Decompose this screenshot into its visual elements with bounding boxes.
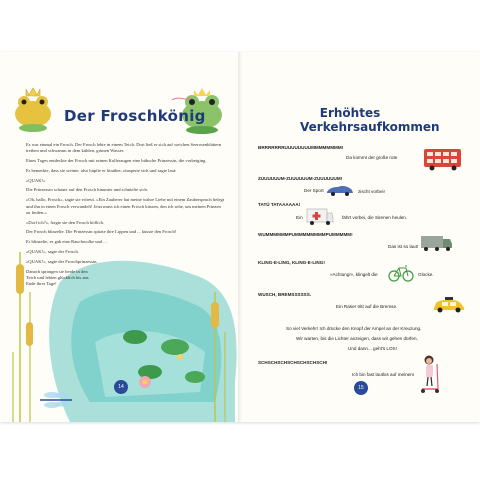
child-on-scooter-icon bbox=[418, 354, 442, 394]
left-page-title: Der Froschkönig bbox=[64, 107, 206, 125]
sound-line: ZUUUUUUM-ZUUUUUUM-ZUUUUUUM! bbox=[258, 176, 343, 181]
sports-car-icon bbox=[326, 184, 354, 196]
text-line: Ein bbox=[296, 215, 303, 220]
text-line: Der Sport bbox=[304, 188, 324, 193]
text-line: Da kommt der große rote bbox=[346, 155, 398, 160]
text-line: Ein Raser tritt auf die Bremse. bbox=[336, 304, 398, 309]
text-line: fährt vorbei, die Sirenen heulen. bbox=[342, 215, 408, 220]
story-paragraph: Eines Tages entdeckte der Frosch mit seinen Kulleraugen eine hübsche Prinzessin, die vorbeiging. bbox=[26, 158, 207, 164]
title-line-1: Erhöhtes bbox=[319, 106, 381, 120]
story-paragraph: Er blinzelte, es gab eine Rauchwolke und ... bbox=[26, 239, 107, 245]
text-line: zischt vorbei! bbox=[358, 189, 385, 194]
sound-line: KLING-E-LING, KLING-E-LING! bbox=[258, 260, 325, 265]
sound-line: WUSCH, BREMSSSSSS. bbox=[258, 292, 312, 297]
page-number-right: 15 bbox=[354, 381, 368, 395]
story-text bbox=[26, 142, 226, 291]
story-paragraph: »QUAK!«, sagte der Froschprinzessin. bbox=[26, 258, 98, 264]
ambulance-icon bbox=[306, 207, 334, 225]
story-paragraph: »QUAK!« bbox=[26, 177, 46, 183]
sound-line: WUMMMMMMPUMMMMMMMMPUMMMMM! bbox=[258, 232, 353, 237]
bicycle-icon bbox=[388, 264, 414, 282]
right-page-title bbox=[300, 106, 440, 134]
right-page bbox=[240, 52, 480, 422]
story-paragraph: Danach sprangen sie beide in den Teich und lebten glücklich bis ans Ende ihrer Tage! bbox=[26, 268, 89, 287]
title-line-2: Verkehrsaufkommen bbox=[300, 120, 440, 134]
story-paragraph: Die Prinzessin schaute auf den Frosch hinunter und schniefte sich. bbox=[26, 187, 148, 193]
story-paragraph: »Dorf ich?«, fragte sie den Frosch höflich. bbox=[26, 219, 105, 225]
sound-line: TATÜ TATAAAAAA! bbox=[258, 202, 301, 207]
sound-line: BRRRRRRRUUUUUUUUMMMMMMMM! bbox=[258, 145, 344, 150]
story-paragraph: »QUAK!«, sagte der Frosch. bbox=[26, 249, 79, 255]
taxi-icon bbox=[432, 296, 466, 314]
bus-icon bbox=[423, 148, 463, 170]
text-line: Wir warten, bis die Lichter anzeigen, dass wir gehen dürfen. bbox=[296, 336, 418, 341]
sound-line: SCHSCHSCHSCHSCHSCHSCH! bbox=[258, 360, 328, 365]
text-line: »Achtung!«, klingelt die bbox=[330, 272, 378, 277]
text-line: So viel Verkehr! Ich drücke den Knopf der Ampel an der Kreuzung. bbox=[286, 326, 422, 331]
book-gutter bbox=[238, 52, 242, 422]
page-number-left: 14 bbox=[114, 380, 128, 394]
frog-prince-icon bbox=[8, 84, 58, 134]
story-paragraph: Der Frosch blinzelte. Die Prinzessin spitzte ihre Lippen und ... küsste den Frosch! bbox=[26, 229, 177, 235]
left-page bbox=[0, 52, 240, 422]
text-line: Und dann... geht's LOS! bbox=[348, 346, 397, 351]
story-paragraph: Es war einmal ein Frosch. Der Frosch lebte in einem Teich. Dort ließ er sich auf weichen Seerosenblättern treiben und schwamm in dem kühlen, grünen Wasser. bbox=[26, 142, 222, 154]
truck-icon bbox=[420, 234, 454, 252]
text-line: Ich bin fast lautlos auf meinem bbox=[352, 372, 415, 377]
text-line: Das ist so laut! bbox=[388, 244, 419, 249]
dragonfly-icon bbox=[38, 390, 78, 410]
text-line: Glocke. bbox=[418, 272, 434, 277]
story-paragraph: »Oh, hallo, Frosch«, sagte sie erfreut. »Ein Zauberer hat meine wahre Liebe mit einem Zauberspruch belegt und ihn in einen Frosch verwandelt! Jetzt muss ich einen Frosch küssen, den ich sehe, um meinen Prinzen zu finden.« bbox=[26, 197, 225, 215]
story-paragraph: Er bemerkte, dass sie weinte, also hüpfte er hinüber, räusperte sich und sagte laut: bbox=[26, 167, 177, 173]
